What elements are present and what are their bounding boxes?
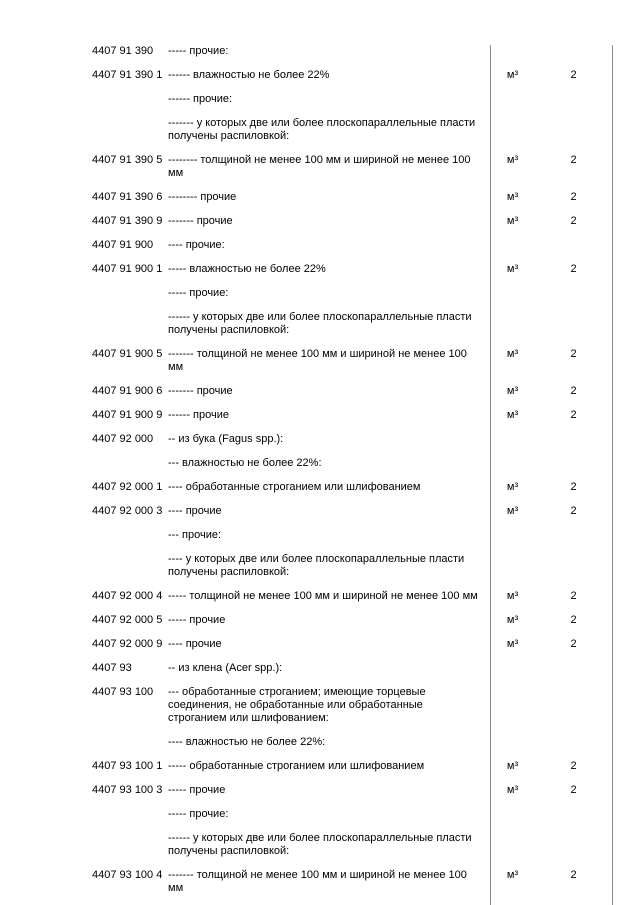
unit-cell: м³ bbox=[506, 869, 519, 881]
description-cell: ------- прочие bbox=[168, 215, 233, 227]
description-cell: ------- толщиной не менее 100 мм и шириной не менее 100 мм bbox=[168, 869, 467, 894]
code-cell: 4407 91 390 1 bbox=[92, 69, 163, 81]
unit-cell: м³ bbox=[506, 154, 519, 166]
unit-cell: м³ bbox=[506, 263, 519, 275]
description-cell: ------- у которых две или более плоскопараллельные пласти получены распиловкой: bbox=[168, 117, 476, 142]
unit-cell: м³ bbox=[506, 505, 519, 517]
code-cell: 4407 91 900 6 bbox=[92, 385, 163, 397]
rate-cell: 2 bbox=[570, 154, 577, 166]
table-row bbox=[0, 736, 640, 749]
rate-cell: 2 bbox=[570, 784, 577, 796]
rate-cell: 2 bbox=[570, 69, 577, 81]
table-row bbox=[0, 529, 640, 542]
table-row bbox=[0, 784, 640, 797]
table-row bbox=[0, 457, 640, 470]
table-row bbox=[0, 662, 640, 675]
table-row bbox=[0, 505, 640, 518]
description-cell: ------ прочие bbox=[168, 409, 229, 421]
unit-cell: м³ bbox=[506, 760, 519, 772]
code-cell: 4407 92 000 5 bbox=[92, 614, 163, 626]
table-row bbox=[0, 808, 640, 821]
table-row bbox=[0, 638, 640, 651]
rate-cell: 2 bbox=[570, 263, 577, 275]
table-rows bbox=[0, 45, 640, 895]
table-row bbox=[0, 686, 640, 725]
table-row bbox=[0, 869, 640, 895]
table-row bbox=[0, 553, 640, 579]
table-row bbox=[0, 215, 640, 228]
table-row bbox=[0, 263, 640, 276]
table-row bbox=[0, 287, 640, 300]
table-row bbox=[0, 93, 640, 106]
table-row bbox=[0, 590, 640, 603]
description-cell: -------- толщиной не менее 100 мм и шириной не менее 100 мм bbox=[168, 154, 471, 179]
rate-cell: 2 bbox=[570, 638, 577, 650]
code-cell: 4407 91 900 1 bbox=[92, 263, 163, 275]
description-cell: ---- влажностью не более 22%: bbox=[168, 736, 326, 748]
description-cell: ----- обработанные строганием или шлифованием bbox=[168, 760, 425, 772]
unit-cell: м³ bbox=[506, 614, 519, 626]
description-cell: --- прочие: bbox=[168, 529, 222, 541]
table-row bbox=[0, 348, 640, 374]
code-cell: 4407 92 000 3 bbox=[92, 505, 163, 517]
unit-cell: м³ bbox=[506, 215, 519, 227]
unit-cell: м³ bbox=[506, 590, 519, 602]
code-cell: 4407 91 900 5 bbox=[92, 348, 163, 360]
unit-cell: м³ bbox=[506, 348, 519, 360]
description-cell: ---- прочие bbox=[168, 505, 222, 517]
rate-cell: 2 bbox=[570, 505, 577, 517]
description-cell: ---- у которых две или более плоскопараллельные пласти получены распиловкой: bbox=[168, 553, 465, 578]
description-cell: ----- прочие: bbox=[168, 808, 229, 820]
description-cell: ------ прочие: bbox=[168, 93, 233, 105]
description-cell: ------- толщиной не менее 100 мм и шириной не менее 100 мм bbox=[168, 348, 467, 373]
rate-cell: 2 bbox=[570, 614, 577, 626]
table-row bbox=[0, 614, 640, 627]
rate-cell: 2 bbox=[570, 348, 577, 360]
code-cell: 4407 92 000 4 bbox=[92, 590, 163, 602]
rate-cell: 2 bbox=[570, 590, 577, 602]
unit-cell: м³ bbox=[506, 784, 519, 796]
description-cell: ----- прочие: bbox=[168, 45, 229, 57]
rate-cell: 2 bbox=[570, 409, 577, 421]
rate-cell: 2 bbox=[570, 869, 577, 881]
rate-cell: 2 bbox=[570, 760, 577, 772]
table-row bbox=[0, 191, 640, 204]
code-cell: 4407 93 100 bbox=[92, 686, 154, 698]
description-cell: ------- прочие bbox=[168, 385, 233, 397]
table-row bbox=[0, 117, 640, 143]
table-row bbox=[0, 154, 640, 180]
code-cell: 4407 93 100 4 bbox=[92, 869, 163, 881]
description-cell: --- влажностью не более 22%: bbox=[168, 457, 322, 469]
table-row bbox=[0, 69, 640, 82]
code-cell: 4407 92 000 bbox=[92, 433, 154, 445]
code-cell: 4407 91 900 bbox=[92, 239, 154, 251]
table-row bbox=[0, 239, 640, 252]
description-cell: -- из бука (Fagus spp.): bbox=[168, 433, 284, 445]
table-row bbox=[0, 433, 640, 446]
rate-cell: 2 bbox=[570, 215, 577, 227]
description-cell: ------ у которых две или более плоскопараллельные пласти получены распиловкой: bbox=[168, 832, 472, 857]
description-cell: ----- влажностью не более 22% bbox=[168, 263, 326, 275]
table-row bbox=[0, 409, 640, 422]
description-cell: ----- прочие bbox=[168, 614, 226, 626]
code-cell: 4407 91 390 5 bbox=[92, 154, 163, 166]
description-cell: ----- прочие bbox=[168, 784, 226, 796]
unit-cell: м³ bbox=[506, 481, 519, 493]
code-cell: 4407 93 100 3 bbox=[92, 784, 163, 796]
code-cell: 4407 91 900 9 bbox=[92, 409, 163, 421]
description-cell: ---- прочие: bbox=[168, 239, 225, 251]
table-row bbox=[0, 481, 640, 494]
description-cell: -------- прочие bbox=[168, 191, 237, 203]
code-cell: 4407 93 bbox=[92, 662, 132, 674]
description-cell: --- обработанные строганием; имеющие торцевые соединения, не обработанные или обработанные строганием или шлифованием: bbox=[168, 686, 426, 724]
rate-cell: 2 bbox=[570, 385, 577, 397]
unit-cell: м³ bbox=[506, 191, 519, 203]
unit-cell: м³ bbox=[506, 385, 519, 397]
unit-cell: м³ bbox=[506, 69, 519, 81]
description-cell: ------ влажностью не более 22% bbox=[168, 69, 330, 81]
description-cell: ----- прочие: bbox=[168, 287, 229, 299]
description-cell: ---- прочие bbox=[168, 638, 222, 650]
unit-cell: м³ bbox=[506, 638, 519, 650]
unit-cell: м³ bbox=[506, 409, 519, 421]
rate-cell: 2 bbox=[570, 481, 577, 493]
code-cell: 4407 91 390 bbox=[92, 45, 154, 57]
table-row bbox=[0, 385, 640, 398]
description-cell: ----- толщиной не менее 100 мм и шириной не менее 100 мм bbox=[168, 590, 478, 602]
code-cell: 4407 91 390 6 bbox=[92, 191, 163, 203]
tariff-table bbox=[0, 45, 640, 905]
table-row bbox=[0, 45, 640, 58]
code-cell: 4407 93 100 1 bbox=[92, 760, 163, 772]
rate-cell: 2 bbox=[570, 191, 577, 203]
table-row bbox=[0, 760, 640, 773]
code-cell: 4407 92 000 1 bbox=[92, 481, 163, 493]
code-cell: 4407 91 390 9 bbox=[92, 215, 163, 227]
table-row bbox=[0, 311, 640, 337]
description-cell: ---- обработанные строганием или шлифованием bbox=[168, 481, 421, 493]
description-cell: ------ у которых две или более плоскопараллельные пласти получены распиловкой: bbox=[168, 311, 472, 336]
table-row bbox=[0, 832, 640, 858]
code-cell: 4407 92 000 9 bbox=[92, 638, 163, 650]
description-cell: -- из клена (Acer spp.): bbox=[168, 662, 283, 674]
